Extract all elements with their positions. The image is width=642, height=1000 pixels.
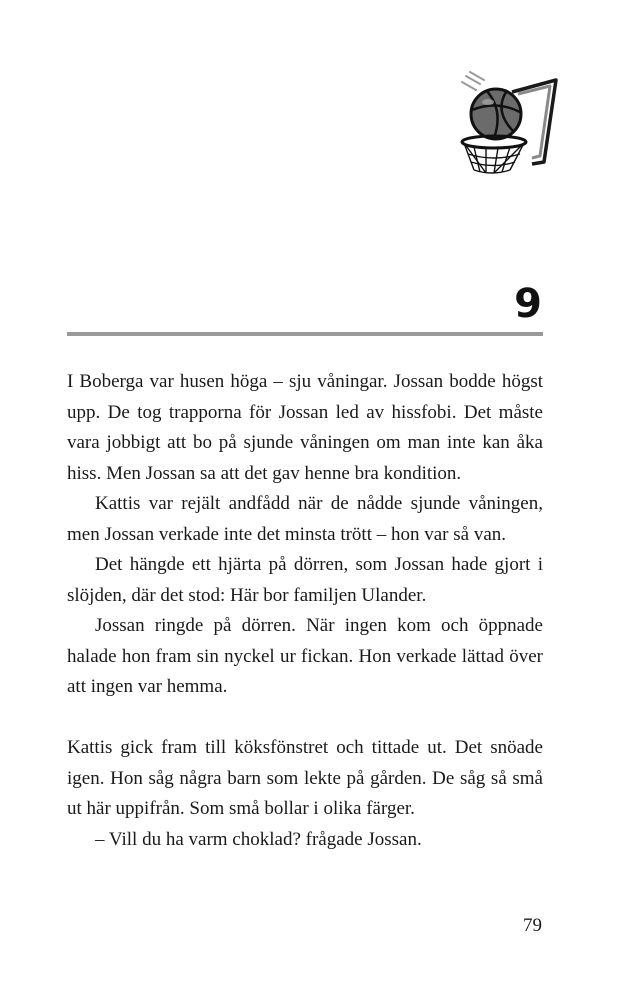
chapter-body	[67, 367, 543, 855]
basketball-hoop-icon	[458, 70, 562, 178]
dialogue-line: – Vill du ha varm choklad? frågade Jossan.	[95, 828, 422, 850]
chapter-number: 9	[514, 281, 542, 327]
chapter-divider	[67, 332, 543, 336]
paragraph: I Boberga var husen höga – sju våningar. Jossan bodde högst upp. De tog trapporna för Jossan led av hissfobi. Det måste vara jobbigt att bo på sjunde våningen om man inte kan åka hiss. Men Jossan sa att det gav henne bra kondition.	[67, 371, 543, 484]
paragraph: Kattis var rejält andfådd när de nådde sjunde våningen, men Jossan verkade inte det minsta trött – hon var så van.	[67, 493, 543, 545]
page-number: 79	[523, 915, 542, 936]
paragraph: Det hängde ett hjärta på dörren, som Jossan hade gjort i slöjden, där det stod: Här bor familjen Ulander.	[67, 554, 543, 606]
paragraph: Kattis gick fram till köksfönstret och tittade ut. Det snöade igen. Hon såg några barn som lekte på gården. De såg så små ut här uppifrån. Som små bollar i olika färger.	[67, 737, 543, 819]
paragraph: Jossan ringde på dörren. När ingen kom och öppnade halade hon fram sin nyckel ur fickan. Hon verkade lättad över att ingen var hemma.	[67, 615, 543, 697]
